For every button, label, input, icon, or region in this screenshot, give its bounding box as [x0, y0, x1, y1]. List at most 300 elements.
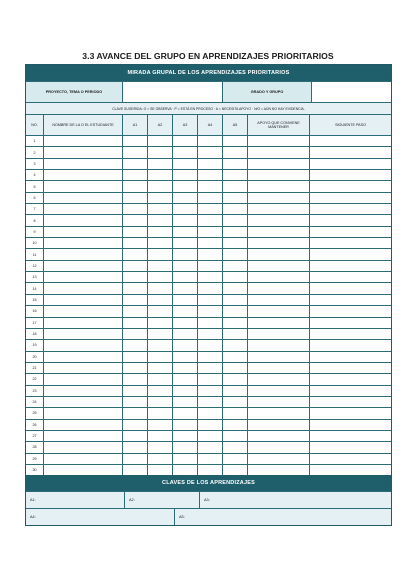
a5-field[interactable]	[222, 181, 247, 191]
table-row	[26, 362, 391, 373]
a5-field[interactable]	[222, 408, 247, 418]
key-a3-field[interactable]: A3:	[199, 492, 391, 508]
a5-field[interactable]	[222, 170, 247, 180]
student-name-field[interactable]	[43, 374, 122, 384]
siguiente-paso-field[interactable]	[309, 329, 391, 339]
apoyo-field[interactable]	[247, 147, 309, 157]
a4-field[interactable]	[197, 204, 222, 214]
siguiente-paso-field[interactable]	[309, 431, 391, 441]
a3-field[interactable]	[172, 181, 197, 191]
student-name-field[interactable]	[43, 465, 122, 475]
table-row	[26, 226, 391, 237]
siguiente-paso-field[interactable]	[309, 261, 391, 271]
a2-field[interactable]	[147, 306, 172, 316]
siguiente-paso-field[interactable]	[309, 352, 391, 362]
a5-field[interactable]	[222, 374, 247, 384]
a4-field[interactable]	[197, 420, 222, 430]
student-name-field[interactable]	[43, 147, 122, 157]
a3-field[interactable]	[172, 295, 197, 305]
apoyo-field[interactable]	[247, 261, 309, 271]
a2-field[interactable]	[147, 352, 172, 362]
a4-field[interactable]	[197, 352, 222, 362]
a3-field[interactable]	[172, 147, 197, 157]
a4-field[interactable]	[197, 147, 222, 157]
siguiente-paso-field[interactable]	[309, 238, 391, 248]
siguiente-paso-field[interactable]	[309, 318, 391, 328]
a1-field[interactable]	[122, 136, 147, 146]
apoyo-field[interactable]	[247, 454, 309, 464]
row-number: 14	[32, 286, 37, 291]
apoyo-field[interactable]	[247, 374, 309, 384]
a1-field[interactable]	[122, 227, 147, 237]
apoyo-field[interactable]	[247, 397, 309, 407]
table-row	[26, 419, 391, 430]
a3-field[interactable]	[172, 420, 197, 430]
a2-field[interactable]	[147, 340, 172, 350]
a4-field[interactable]	[197, 249, 222, 259]
a1-field[interactable]	[122, 204, 147, 214]
siguiente-paso-field[interactable]	[309, 272, 391, 282]
a1-field[interactable]	[122, 454, 147, 464]
a1-field[interactable]	[122, 465, 147, 475]
apoyo-field[interactable]	[247, 363, 309, 373]
a1-field[interactable]	[122, 318, 147, 328]
siguiente-paso-field[interactable]	[309, 465, 391, 475]
col-a3: A3	[172, 115, 197, 135]
student-name-field[interactable]	[43, 340, 122, 350]
table-row	[26, 396, 391, 407]
a1-field[interactable]	[122, 397, 147, 407]
row-number: 15	[32, 297, 37, 302]
student-name-field[interactable]	[43, 318, 122, 328]
student-name-field[interactable]	[43, 420, 122, 430]
table-row	[26, 248, 391, 259]
row-number: 27	[32, 434, 37, 439]
a3-field[interactable]	[172, 170, 197, 180]
key-a1-field[interactable]: A1:	[30, 498, 36, 503]
a3-field[interactable]	[172, 136, 197, 146]
apoyo-field[interactable]	[247, 340, 309, 350]
project-field[interactable]	[122, 82, 222, 102]
a3-field[interactable]	[172, 397, 197, 407]
apoyo-field[interactable]	[247, 227, 309, 237]
a5-field[interactable]	[222, 340, 247, 350]
a5-field[interactable]	[222, 431, 247, 441]
a5-field[interactable]	[222, 147, 247, 157]
key-a4-field[interactable]: A4:	[30, 515, 36, 520]
a2-field[interactable]	[147, 238, 172, 248]
table-row	[26, 180, 391, 191]
apoyo-field[interactable]	[247, 295, 309, 305]
a5-field[interactable]	[222, 215, 247, 225]
table-row	[26, 294, 391, 305]
apoyo-field[interactable]	[247, 159, 309, 169]
siguiente-paso-field[interactable]	[309, 386, 391, 396]
student-name-field[interactable]	[43, 249, 122, 259]
a3-field[interactable]	[172, 363, 197, 373]
row-number: 29	[32, 456, 37, 461]
a1-field[interactable]	[122, 170, 147, 180]
a1-field[interactable]	[122, 420, 147, 430]
siguiente-paso-field[interactable]	[309, 397, 391, 407]
siguiente-paso-field[interactable]	[309, 442, 391, 452]
apoyo-field[interactable]	[247, 181, 309, 191]
a4-field[interactable]	[197, 306, 222, 316]
row-number: 11	[32, 252, 37, 257]
row-number: 18	[32, 332, 37, 337]
a5-field[interactable]	[222, 318, 247, 328]
student-name-field[interactable]	[43, 397, 122, 407]
a4-field[interactable]	[197, 215, 222, 225]
siguiente-paso-field[interactable]	[309, 147, 391, 157]
a3-field[interactable]	[172, 272, 197, 282]
a5-field[interactable]	[222, 306, 247, 316]
a3-field[interactable]	[172, 374, 197, 384]
a5-field[interactable]	[222, 238, 247, 248]
a4-field[interactable]	[197, 454, 222, 464]
a5-field[interactable]	[222, 204, 247, 214]
student-name-field[interactable]	[43, 261, 122, 271]
a3-field[interactable]	[172, 283, 197, 293]
siguiente-paso-field[interactable]	[309, 249, 391, 259]
a4-field[interactable]	[197, 465, 222, 475]
a2-field[interactable]	[147, 420, 172, 430]
a4-field[interactable]	[197, 238, 222, 248]
row-number: 3	[33, 161, 36, 166]
a2-field[interactable]	[147, 295, 172, 305]
a5-field[interactable]	[222, 397, 247, 407]
a2-field[interactable]	[147, 329, 172, 339]
a1-field[interactable]	[122, 193, 147, 203]
a4-field[interactable]	[197, 442, 222, 452]
a5-field[interactable]	[222, 465, 247, 475]
key-a5-field[interactable]: A5:	[174, 509, 391, 525]
a3-field[interactable]	[172, 238, 197, 248]
a1-field[interactable]	[122, 363, 147, 373]
a5-field[interactable]	[222, 352, 247, 362]
table-row	[26, 351, 391, 362]
student-name-field[interactable]	[43, 238, 122, 248]
a1-field[interactable]	[122, 147, 147, 157]
row-number: 2	[33, 150, 36, 155]
table-row	[26, 214, 391, 225]
a1-field[interactable]	[122, 181, 147, 191]
a3-field[interactable]	[172, 318, 197, 328]
a2-field[interactable]	[147, 193, 172, 203]
apoyo-field[interactable]	[247, 238, 309, 248]
student-name-field[interactable]	[43, 136, 122, 146]
a4-field[interactable]	[197, 386, 222, 396]
a3-field[interactable]	[172, 204, 197, 214]
a1-field[interactable]	[122, 386, 147, 396]
apoyo-field[interactable]	[247, 408, 309, 418]
a1-field[interactable]	[122, 340, 147, 350]
apoyo-field[interactable]	[247, 215, 309, 225]
col-a5: A5	[222, 115, 247, 135]
a3-field[interactable]	[172, 249, 197, 259]
a2-field[interactable]	[147, 408, 172, 418]
student-name-field[interactable]	[43, 363, 122, 373]
siguiente-paso-field[interactable]	[309, 295, 391, 305]
student-name-field[interactable]	[43, 283, 122, 293]
apoyo-field[interactable]	[247, 136, 309, 146]
table-row	[26, 282, 391, 293]
table-row	[26, 169, 391, 180]
a3-field[interactable]	[172, 329, 197, 339]
row-number: 7	[33, 207, 36, 212]
a3-field[interactable]	[172, 352, 197, 362]
apoyo-field[interactable]	[247, 306, 309, 316]
a3-field[interactable]	[172, 193, 197, 203]
student-name-field[interactable]	[43, 295, 122, 305]
a1-field[interactable]	[122, 249, 147, 259]
table-row	[26, 260, 391, 271]
siguiente-paso-field[interactable]	[309, 136, 391, 146]
siguiente-paso-field[interactable]	[309, 181, 391, 191]
a4-field[interactable]	[197, 170, 222, 180]
row-number: 24	[32, 400, 37, 405]
row-number: 9	[33, 229, 36, 234]
a4-field[interactable]	[197, 159, 222, 169]
apoyo-field[interactable]	[247, 193, 309, 203]
a2-field[interactable]	[147, 170, 172, 180]
siguiente-paso-field[interactable]	[309, 170, 391, 180]
student-name-field[interactable]	[43, 306, 122, 316]
a2-field[interactable]	[147, 386, 172, 396]
row-number: 10	[32, 241, 37, 246]
a2-field[interactable]	[147, 136, 172, 146]
a3-field[interactable]	[172, 215, 197, 225]
sheet-header-band: MIRADA GRUPAL DE LOS APRENDIZAJES PRIORITARIOS	[26, 65, 391, 81]
student-name-field[interactable]	[43, 431, 122, 441]
a3-field[interactable]	[172, 340, 197, 350]
table-row	[26, 464, 391, 475]
a2-field[interactable]	[147, 227, 172, 237]
siguiente-paso-field[interactable]	[309, 227, 391, 237]
a5-field[interactable]	[222, 454, 247, 464]
a5-field[interactable]	[222, 159, 247, 169]
a3-field[interactable]	[172, 159, 197, 169]
a4-field[interactable]	[197, 329, 222, 339]
key-a2-field[interactable]: A2:	[124, 492, 199, 508]
a2-field[interactable]	[147, 215, 172, 225]
col-apoyo: APOYO QUE CONVIENE MANTENER	[247, 115, 309, 135]
a4-field[interactable]	[197, 295, 222, 305]
col-a1: A1	[122, 115, 147, 135]
student-name-field[interactable]	[43, 272, 122, 282]
a2-field[interactable]	[147, 442, 172, 452]
a1-field[interactable]	[122, 283, 147, 293]
a4-field[interactable]	[197, 261, 222, 271]
a2-field[interactable]	[147, 147, 172, 157]
student-name-field[interactable]	[43, 454, 122, 464]
a3-field[interactable]	[172, 454, 197, 464]
a5-field[interactable]	[222, 136, 247, 146]
a5-field[interactable]	[222, 272, 247, 282]
a2-field[interactable]	[147, 283, 172, 293]
a1-field[interactable]	[122, 431, 147, 441]
a5-field[interactable]	[222, 386, 247, 396]
siguiente-paso-field[interactable]	[309, 215, 391, 225]
row-number: 8	[33, 218, 36, 223]
a2-field[interactable]	[147, 374, 172, 384]
a1-field[interactable]	[122, 442, 147, 452]
a3-field[interactable]	[172, 431, 197, 441]
a2-field[interactable]	[147, 249, 172, 259]
apoyo-field[interactable]	[247, 329, 309, 339]
a4-field[interactable]	[197, 374, 222, 384]
student-name-field[interactable]	[43, 181, 122, 191]
a2-field[interactable]	[147, 454, 172, 464]
table-row	[26, 373, 391, 384]
student-name-field[interactable]	[43, 193, 122, 203]
row-number: 21	[32, 366, 37, 371]
apoyo-field[interactable]	[247, 272, 309, 282]
a5-field[interactable]	[222, 193, 247, 203]
student-name-field[interactable]	[43, 329, 122, 339]
siguiente-paso-field[interactable]	[309, 159, 391, 169]
apoyo-field[interactable]	[247, 249, 309, 259]
a1-field[interactable]	[122, 295, 147, 305]
student-name-field[interactable]	[43, 204, 122, 214]
a4-field[interactable]	[197, 397, 222, 407]
a5-field[interactable]	[222, 249, 247, 259]
student-name-field[interactable]	[43, 170, 122, 180]
a4-field[interactable]	[197, 431, 222, 441]
row-number: 4	[33, 173, 36, 178]
a5-field[interactable]	[222, 283, 247, 293]
student-name-field[interactable]	[43, 159, 122, 169]
a2-field[interactable]	[147, 465, 172, 475]
table-row	[26, 328, 391, 339]
column-header-row	[26, 114, 391, 135]
siguiente-paso-field[interactable]	[309, 363, 391, 373]
keys-row-2	[26, 508, 391, 525]
apoyo-field[interactable]	[247, 283, 309, 293]
row-number: 28	[32, 445, 37, 450]
a5-field[interactable]	[222, 295, 247, 305]
a1-field[interactable]	[122, 272, 147, 282]
a2-field[interactable]	[147, 181, 172, 191]
a4-field[interactable]	[197, 283, 222, 293]
a5-field[interactable]	[222, 363, 247, 373]
siguiente-paso-field[interactable]	[309, 408, 391, 418]
a3-field[interactable]	[172, 227, 197, 237]
keys-header-band: CLAVES DE LOS APRENDIZAJES	[26, 475, 391, 491]
a2-field[interactable]	[147, 204, 172, 214]
a4-field[interactable]	[197, 136, 222, 146]
col-a4: A4	[197, 115, 222, 135]
table-row	[26, 271, 391, 282]
a2-field[interactable]	[147, 272, 172, 282]
siguiente-paso-field[interactable]	[309, 340, 391, 350]
a1-field[interactable]	[122, 408, 147, 418]
siguiente-paso-field[interactable]	[309, 420, 391, 430]
a4-field[interactable]	[197, 318, 222, 328]
student-name-field[interactable]	[43, 386, 122, 396]
apoyo-field[interactable]	[247, 386, 309, 396]
a2-field[interactable]	[147, 363, 172, 373]
table-row	[26, 237, 391, 248]
table-row	[26, 339, 391, 350]
row-number: 20	[32, 354, 37, 359]
a5-field[interactable]	[222, 227, 247, 237]
a2-field[interactable]	[147, 397, 172, 407]
apoyo-field[interactable]	[247, 442, 309, 452]
a4-field[interactable]	[197, 272, 222, 282]
a4-field[interactable]	[197, 193, 222, 203]
apoyo-field[interactable]	[247, 352, 309, 362]
a4-field[interactable]	[197, 181, 222, 191]
a3-field[interactable]	[172, 386, 197, 396]
a3-field[interactable]	[172, 408, 197, 418]
row-number: 16	[32, 309, 37, 314]
a4-field[interactable]	[197, 408, 222, 418]
a2-field[interactable]	[147, 431, 172, 441]
student-name-field[interactable]	[43, 352, 122, 362]
a1-field[interactable]	[122, 306, 147, 316]
a5-field[interactable]	[222, 442, 247, 452]
student-name-field[interactable]	[43, 408, 122, 418]
a1-field[interactable]	[122, 352, 147, 362]
table-row	[26, 203, 391, 214]
a1-field[interactable]	[122, 159, 147, 169]
a1-field[interactable]	[122, 238, 147, 248]
a4-field[interactable]	[197, 227, 222, 237]
a3-field[interactable]	[172, 261, 197, 271]
a5-field[interactable]	[222, 261, 247, 271]
a1-field[interactable]	[122, 329, 147, 339]
a4-field[interactable]	[197, 363, 222, 373]
a2-field[interactable]	[147, 318, 172, 328]
student-name-field[interactable]	[43, 227, 122, 237]
apoyo-field[interactable]	[247, 465, 309, 475]
siguiente-paso-field[interactable]	[309, 306, 391, 316]
keys-row-1	[26, 491, 391, 508]
a1-field[interactable]	[122, 215, 147, 225]
table-row	[26, 407, 391, 418]
row-number: 25	[32, 411, 37, 416]
apoyo-field[interactable]	[247, 431, 309, 441]
siguiente-paso-field[interactable]	[309, 283, 391, 293]
col-a2: A2	[147, 115, 172, 135]
a3-field[interactable]	[172, 442, 197, 452]
student-name-field[interactable]	[43, 215, 122, 225]
a5-field[interactable]	[222, 420, 247, 430]
apoyo-field[interactable]	[247, 318, 309, 328]
table-row	[26, 305, 391, 316]
row-number: 23	[32, 388, 37, 393]
a3-field[interactable]	[172, 306, 197, 316]
clave-legend: CLAVE SUGERIDA: O = SE OBSERVA · P = ESTÁ EN PROCESO · A = NECESITA APOYO · N/O = AÚN NO HAY EVIDENCIA.	[112, 106, 305, 111]
apoyo-field[interactable]	[247, 204, 309, 214]
apoyo-field[interactable]	[247, 420, 309, 430]
grade-field[interactable]	[311, 82, 391, 102]
a4-field[interactable]	[197, 340, 222, 350]
siguiente-paso-field[interactable]	[309, 374, 391, 384]
a3-field[interactable]	[172, 465, 197, 475]
a1-field[interactable]	[122, 261, 147, 271]
apoyo-field[interactable]	[247, 170, 309, 180]
student-name-field[interactable]	[43, 442, 122, 452]
siguiente-paso-field[interactable]	[309, 454, 391, 464]
a2-field[interactable]	[147, 261, 172, 271]
siguiente-paso-field[interactable]	[309, 193, 391, 203]
a5-field[interactable]	[222, 329, 247, 339]
siguiente-paso-field[interactable]	[309, 204, 391, 214]
a2-field[interactable]	[147, 159, 172, 169]
a1-field[interactable]	[122, 374, 147, 384]
